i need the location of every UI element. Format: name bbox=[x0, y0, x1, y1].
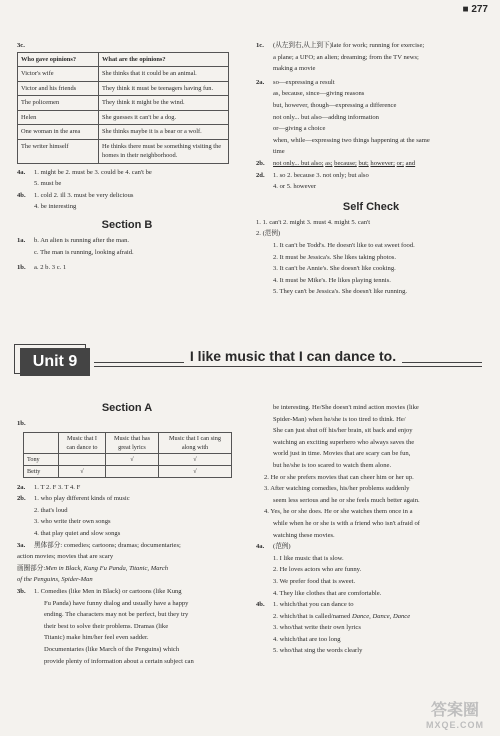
section-b-heading: Section B bbox=[101, 218, 153, 231]
table-cell: She thinks that it could be an animal. bbox=[99, 67, 229, 82]
table-header: Music that has great lyrics bbox=[106, 432, 159, 453]
answer-line: 1. who play different kinds of music bbox=[34, 495, 130, 503]
music-table bbox=[23, 432, 232, 478]
exercise-label: 1b. bbox=[17, 264, 26, 272]
answer-line: She can just shut off his/her brain, sit back and enjoy bbox=[273, 427, 413, 435]
answer-line: Titanic) make him/her feel even sadder. bbox=[44, 634, 149, 642]
self-check-heading: Self Check bbox=[342, 200, 400, 213]
list-item: 3. We prefer food that is sweet. bbox=[273, 577, 356, 585]
table-header bbox=[24, 432, 59, 453]
answer-line bbox=[273, 158, 415, 170]
answer-line bbox=[17, 563, 237, 575]
underlined-word: as; bbox=[325, 159, 333, 167]
answer-line: 1. 1. can't 2. might 3. must 4. might 5. can't bbox=[256, 218, 371, 226]
answer-line: when, while—expressing two things happening at the same bbox=[273, 136, 430, 144]
list-item: 1. I like music that is slow. bbox=[273, 554, 344, 562]
list-item: 4. They like clothes that are comfortable. bbox=[273, 589, 382, 597]
table-cell: They think it must be teenagers having fun. bbox=[99, 81, 229, 96]
underlined-word: because; bbox=[334, 159, 357, 167]
table-header: Who gave opinions? bbox=[18, 52, 99, 67]
table-cell: She thinks maybe it is a bear or a wolf. bbox=[99, 125, 229, 140]
table-header: What are the opinions? bbox=[99, 52, 229, 67]
exercise-label: 4b. bbox=[256, 601, 265, 609]
underlined-word: and bbox=[405, 159, 416, 167]
answer-line: 5. must be bbox=[34, 180, 62, 188]
answer-line: 4. Yes, he or she does. He or she watches them once in a bbox=[264, 508, 413, 516]
exercise-label: 1c. bbox=[256, 42, 264, 49]
table-cell bbox=[59, 453, 106, 465]
answer-line: 4. be interesting bbox=[34, 203, 77, 211]
answer-line: Documentaries (like March of the Penguins) which bbox=[44, 645, 180, 653]
table-cell: Victor and his friends bbox=[18, 81, 99, 96]
table-cell: The writer himself bbox=[18, 139, 99, 163]
answer-line: a. 2 b. 3 c. 1 bbox=[34, 264, 67, 272]
watermark-text: 答案圈 bbox=[430, 702, 479, 719]
watermark-url: MXQE.COM bbox=[425, 720, 484, 730]
answer-line: Spider-Man) when he/she is too tired to think. He/ bbox=[273, 415, 406, 423]
answer-line: 1. which/that you can dance to bbox=[273, 601, 354, 609]
exercise-label: 4a. bbox=[256, 543, 265, 551]
watermark-logo bbox=[416, 702, 494, 730]
answer-line: provide plenty of information about a certain subject can bbox=[44, 657, 194, 665]
answer-line: 3. who/that write their own lyrics bbox=[273, 624, 361, 632]
answer-line: (范例) bbox=[273, 543, 291, 551]
song-title: Dance, Dance, Dance bbox=[351, 612, 411, 620]
unit-title-text: I like music that I can dance to. bbox=[184, 348, 402, 364]
opinions-table bbox=[17, 52, 229, 164]
list-item: 5. They can't be Jessica's. She doesn't like running. bbox=[273, 288, 408, 296]
answer-line: 3. who write their own songs bbox=[34, 518, 111, 526]
table-cell: They think it might be the wind. bbox=[99, 96, 229, 111]
unit-badge: Unit 9 bbox=[20, 348, 90, 376]
left-top-column bbox=[17, 40, 237, 274]
underlined-word: however; bbox=[370, 159, 395, 167]
answer-line: but he/she is too scared to watch them alone. bbox=[273, 461, 392, 469]
answer-line: 5. who/that sing the words clearly bbox=[273, 647, 363, 655]
table-cell: √ bbox=[59, 465, 106, 477]
answer-prefix: 画圈部分: bbox=[17, 564, 46, 572]
answer-line: world just in time. Movies that are scary can be fun, bbox=[273, 450, 411, 458]
answer-line: watching an exciting superhero who always saves the bbox=[273, 438, 415, 446]
answer-line: 1. so 2. because 3. not only; but also bbox=[273, 171, 369, 179]
answer-line: their best to solve their problems. Dramas (like bbox=[44, 622, 169, 630]
answer-line bbox=[256, 611, 486, 623]
table-header: Music that I can dance to bbox=[59, 432, 106, 453]
left-bottom-column bbox=[17, 400, 237, 667]
answer-line: 4. which/that are too long bbox=[273, 635, 341, 643]
exercise-label: 3b. bbox=[17, 587, 26, 595]
movie-titles: Men in Black, Kung Fu Panda, Titanic, March bbox=[45, 564, 169, 572]
table-cell: He thinks there must be something visiting the homes in their neighborhood. bbox=[99, 139, 229, 163]
answer-line: a plane; a UFO; an alien; dreaming; from the TV news; bbox=[273, 53, 419, 61]
exercise-3c-label: 3c. bbox=[17, 42, 25, 49]
answer-line: be interesting. He/She doesn't mind action movies (like bbox=[273, 404, 419, 411]
right-top-column bbox=[256, 40, 486, 298]
underlined-word: not only... but also; bbox=[273, 159, 324, 167]
table-cell: √ bbox=[159, 453, 232, 465]
unit-title bbox=[104, 344, 482, 368]
answer-line: not only... but also—adding information bbox=[273, 113, 379, 121]
exercise-label: 1b. bbox=[17, 420, 26, 427]
table-cell bbox=[106, 465, 159, 477]
answer-line: seem less serious and he or she feels much better again. bbox=[273, 496, 420, 504]
list-item: 2. He loves actors who are funny. bbox=[273, 566, 362, 574]
answer-line: Fu Panda) have funny dialog and usually have a happy bbox=[44, 599, 189, 607]
exercise-label: 1a. bbox=[17, 236, 26, 244]
table-cell: Victor's wife bbox=[18, 67, 99, 82]
section-a-heading: Section A bbox=[101, 402, 153, 414]
answer-line: 2. (范例) bbox=[256, 230, 281, 238]
answer-line: c. The man is running, looking afraid. bbox=[34, 248, 134, 256]
answer-line: 2. that's loud bbox=[34, 506, 68, 514]
table-cell: √ bbox=[159, 465, 232, 477]
answer-line: 4. or 5. however bbox=[273, 183, 317, 191]
answer-line: 黑体部分: comedies; cartoons; dramas; documentaries; bbox=[34, 541, 181, 549]
answer-line: or—giving a choice bbox=[273, 125, 326, 133]
exercise-label: 2d. bbox=[256, 171, 265, 179]
answer-line: while when he or she is with a friend who isn't afraid of bbox=[273, 519, 420, 527]
table-cell: √ bbox=[106, 453, 159, 465]
unit-banner bbox=[14, 344, 482, 384]
answer-line: 1. Comedies (like Men in Black) or cartoons (like Kung bbox=[34, 587, 182, 595]
answer-line: 1. might be 2. must be 3. could be 4. can't be bbox=[34, 168, 152, 176]
table-cell: Betty bbox=[24, 465, 59, 477]
answer-line: (从左到右,从上到下)late for work; running for exercise; bbox=[273, 42, 425, 49]
answer-line: making a movie bbox=[273, 65, 316, 73]
answer-line: watching these movies. bbox=[273, 531, 335, 539]
answer-line: b. An alien is running after the man. bbox=[34, 236, 130, 244]
list-item: 3. It can't be Annie's. She doesn't like cooking. bbox=[273, 265, 396, 273]
list-item: 2. It must be Jessica's. She likes taking photos. bbox=[273, 253, 396, 261]
answer-line: but, however, though—expressing a difference bbox=[273, 101, 397, 109]
answer-line: so—expressing a result bbox=[273, 78, 335, 86]
answer-line: action movies; movies that are scary bbox=[17, 553, 114, 561]
table-cell: One woman in the area bbox=[18, 125, 99, 140]
list-item: 4. It must be Mike's. He likes playing tennis. bbox=[273, 276, 391, 284]
exercise-label: 2a. bbox=[17, 483, 26, 491]
movie-titles: of the Penguins, Spider-Man bbox=[17, 576, 93, 584]
answer-line: 2. He or she prefers movies that can cheer him or her up. bbox=[264, 473, 414, 481]
table-cell: Helen bbox=[18, 110, 99, 125]
answer-line: 1. T 2. F 3. T 4. F bbox=[34, 483, 81, 491]
underlined-word: or; bbox=[396, 159, 404, 167]
exercise-label: 2b. bbox=[17, 495, 26, 503]
exercise-label: 4a. bbox=[17, 168, 26, 176]
table-header: Music that I can sing along with bbox=[159, 432, 232, 453]
answer-line: 1. cold 2. ill 3. must be very delicious bbox=[34, 191, 134, 199]
exercise-label: 2b. bbox=[256, 159, 265, 167]
table-cell: The policemen bbox=[18, 96, 99, 111]
table-cell: Tony bbox=[24, 453, 59, 465]
answer-line: 3. After watching comedies, his/her problems suddenly bbox=[264, 485, 410, 493]
exercise-label: 2a. bbox=[256, 78, 265, 86]
right-bottom-column bbox=[256, 402, 486, 657]
table-cell: She guesses it can't be a dog. bbox=[99, 110, 229, 125]
answer-line: ending. The characters may not be perfect, but they try bbox=[44, 611, 189, 619]
answer-line: time bbox=[273, 148, 285, 156]
underlined-word: but; bbox=[358, 159, 369, 167]
exercise-label: 4b. bbox=[17, 191, 26, 199]
answer-line: 4. that play quiet and slow songs bbox=[34, 529, 121, 537]
answer-line: as, because, since—giving reasons bbox=[273, 90, 365, 98]
list-item: 1. It can't be Todd's. He doesn't like to eat sweet food. bbox=[273, 241, 415, 249]
exercise-label: 3a. bbox=[17, 541, 26, 549]
page-number: ■ 277 bbox=[462, 4, 488, 15]
answer-prefix: 2. which/that is called/named bbox=[273, 612, 351, 620]
